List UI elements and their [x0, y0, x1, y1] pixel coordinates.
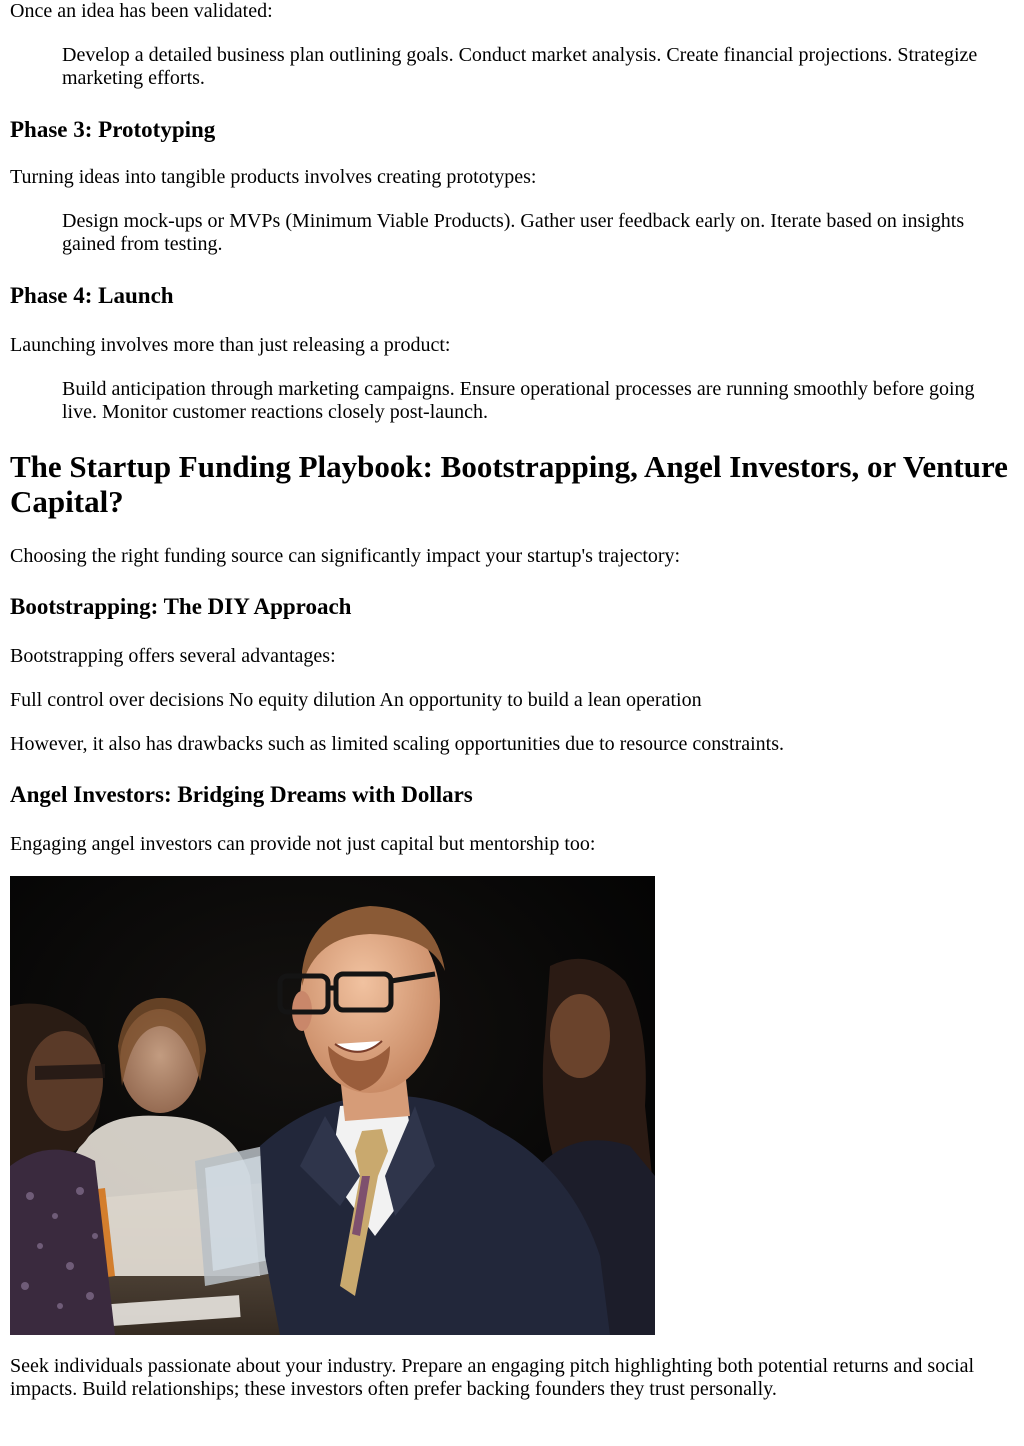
intro-validated-text: Once an idea has been validated:: [10, 0, 273, 22]
bootstrapping-advantages-list: Full control over decisions No equity dilution An opportunity to build a lean operation: [10, 689, 702, 711]
funding-intro-text: Choosing the right funding source can significantly impact your startup's trajectory:: [10, 545, 681, 567]
angel-intro-text: Engaging angel investors can provide not just capital but mentorship too:: [10, 833, 596, 855]
bootstrapping-heading: Bootstrapping: The DIY Approach: [10, 594, 352, 619]
launch-quote: Build anticipation through marketing campaigns. Ensure operational processes are running smoothly before going live. Monitor customer reactions closely post-launch.: [62, 378, 975, 423]
phase3-intro-text: Turning ideas into tangible products involves creating prototypes:: [10, 166, 537, 188]
funding-heading: The Startup Funding Playbook: Bootstrapping, Angel Investors, or Venture Capital?: [10, 449, 1008, 519]
angel-investors-heading: Angel Investors: Bridging Dreams with Dollars: [10, 782, 473, 807]
phase3-heading: Phase 3: Prototyping: [10, 117, 216, 142]
planning-quote: Develop a detailed business plan outlining goals. Conduct market analysis. Create financial projections. Strategize marketing efforts.: [62, 44, 978, 89]
meeting-illustration: [10, 876, 655, 1335]
phase4-heading: Phase 4: Launch: [10, 283, 174, 308]
phase4-intro-text: Launching involves more than just releasing a product:: [10, 334, 451, 356]
bootstrapping-intro-text: Bootstrapping offers several advantages:: [10, 645, 336, 667]
angel-tips-text: Seek individuals passionate about your industry. Prepare an engaging pitch highlighting both potential returns and social impacts. Build relationships; these investors often prefer backing founders they trust personally.: [10, 1355, 975, 1400]
prototyping-quote: Design mock-ups or MVPs (Minimum Viable Products). Gather user feedback early on. Iterate based on insights gained from testing.: [62, 210, 965, 255]
bootstrapping-drawbacks-text: However, it also has drawbacks such as limited scaling opportunities due to resource constraints.: [10, 733, 785, 755]
business-meeting-photo: [10, 876, 655, 1335]
